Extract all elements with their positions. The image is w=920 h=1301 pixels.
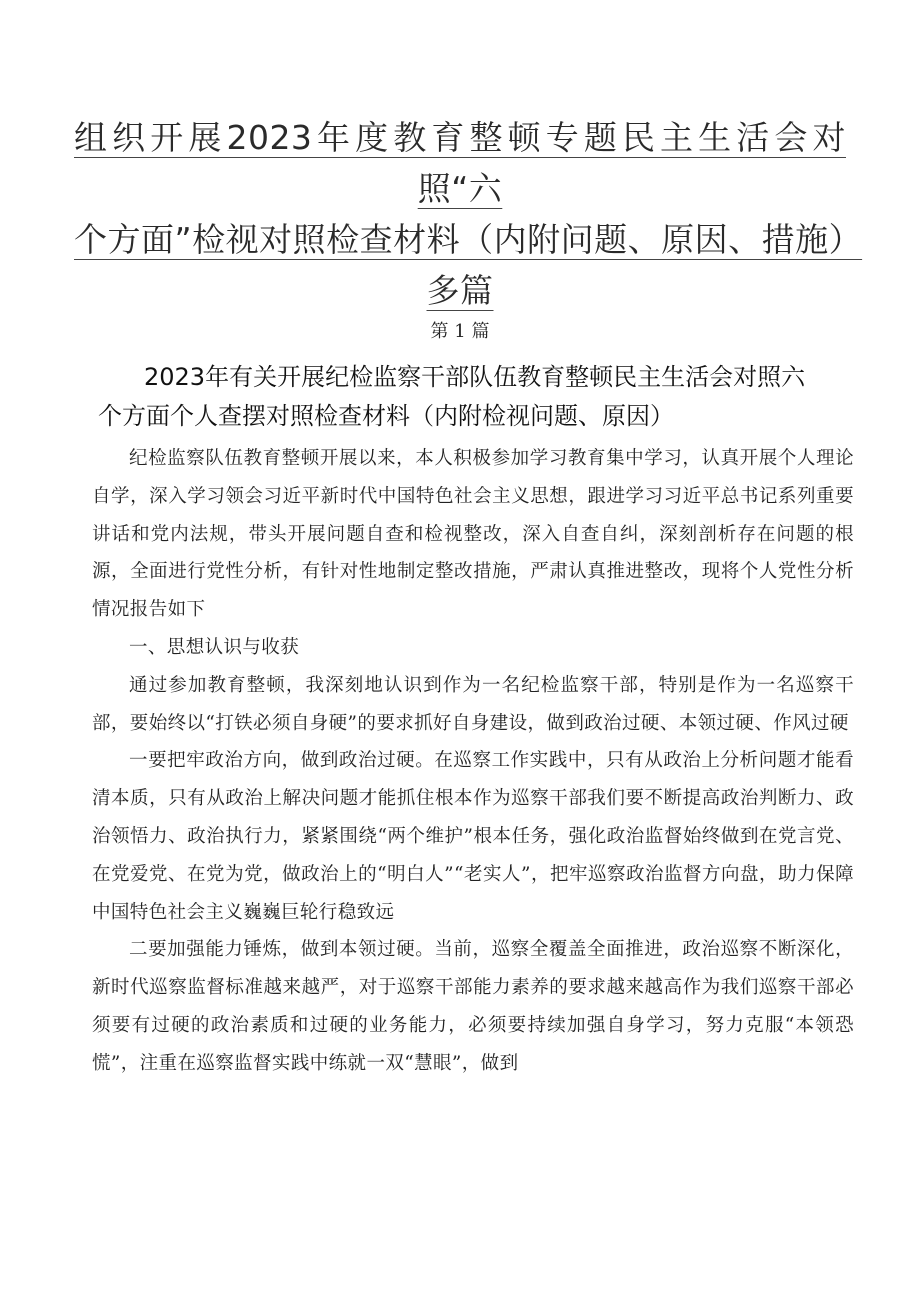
document-title-line: 个方面”检视对照检查材料（内附问题、原因、措施） bbox=[74, 220, 863, 259]
document-title bbox=[74, 112, 863, 316]
section-title-line: 2023年有关开展纪检监察干部队伍教育整顿民主生活会对照六 bbox=[144, 363, 806, 391]
document-body bbox=[92, 440, 854, 1083]
document-title-line: 组织开展2023年度教育整顿专题民主生活会对照“六 bbox=[74, 118, 846, 208]
document-title-line: 多篇 bbox=[426, 271, 494, 310]
body-paragraph: 纪检监察队伍教育整顿开展以来，本人积极参加学习教育集中学习，认真开展个人理论自学，深入学习领会习近平新时代中国特色社会主义思想，跟进学习习近平总书记系列重要讲话和党内法规，带头开展问题自查和检视整改，深入自查自纠，深刻剖析存在问题的根源，全面进行党性分析，有针对性地制定整改措施，严肃认真推进整改，现将个人党性分析情况报告如下 bbox=[92, 448, 854, 621]
section-title-line: 个方面个人查摆对照检查材料（内附检视问题、原因） bbox=[98, 402, 674, 430]
section-title bbox=[74, 358, 864, 436]
body-paragraph: 通过参加教育整顿，我深刻地认识到作为一名纪检监察干部，特别是作为一名巡察干部，要始终以“打铁必须自身硬”的要求抓好自身建设，做到政治过硬、本领过硬、作风过硬 bbox=[92, 674, 854, 734]
section-number: 第 1 篇 bbox=[430, 321, 490, 342]
body-paragraph: 一要把牢政治方向，做到政治过硬。在巡察工作实践中，只有从政治上分析问题才能看清本质，只有从政治上解决问题才能抓住根本作为巡察干部我们要不断提高政治判断力、政治领悟力、政治执行力，紧紧围绕“两个维护”根本任务，强化政治监督始终做到在党言党、在党爱党、在党为党，做政治上的“明白人”“老实人”，把牢巡察政治监督方向盘，助力保障中国特色社会主义巍巍巨轮行稳致远 bbox=[92, 750, 854, 923]
body-paragraph: 二要加强能力锤炼，做到本领过硬。当前，巡察全覆盖全面推进，政治巡察不断深化，新时代巡察监督标准越来越严，对于巡察干部能力素养的要求越来越高作为我们巡察干部必须要有过硬的政治素质和过硬的业务能力，必须要持续加强自身学习，努力克服“本领恐慌”，注重在巡察监督实践中练就一双“慧眼”，做到 bbox=[92, 939, 854, 1074]
subsection-heading: 一、思想认识与收获 bbox=[129, 636, 300, 658]
